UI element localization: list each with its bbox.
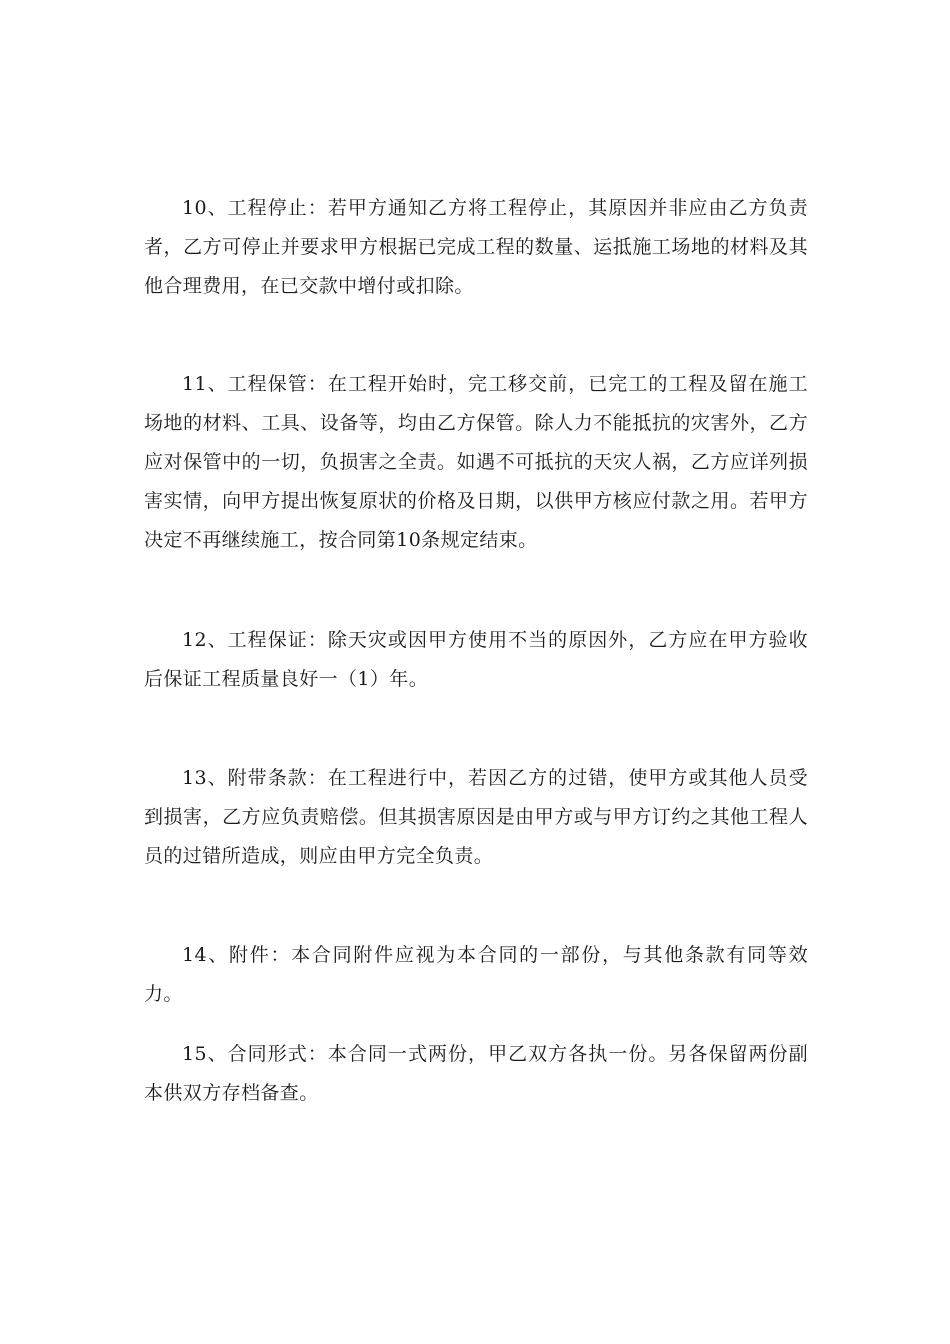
clause-10-paragraph: 10、工程停止：若甲方通知乙方将工程停止，其原因并非应由乙方负责者，乙方可停止并要求甲方根据已完成工程的数量、运抵施工场地的材料及其他合理费用，在已交款中增付或扣除。 [144,197,808,297]
clause-11-paragraph: 11、工程保管：在工程开始时，完工移交前，已完工的工程及留在施工场地的材料、工具、设备等，均由乙方保管。除人力不能抵抗的灾害外，乙方应对保管中的一切，负损害之全责。如遇不可抵抗的天灾人祸，乙方应详列损害实情，向甲方提出恢复原状的价格及日期，以供甲方核应付款之用。若甲方决定不再继续施工，按合同第10条规定结束。 [144,373,808,551]
clause-14-paragraph: 14、附件：本合同附件应视为本合同的一部份，与其他条款有同等效力。 [144,944,808,1005]
clause-12-paragraph: 12、工程保证：除天灾或因甲方使用不当的原因外，乙方应在甲方验收后保证工程质量良好一（1）年。 [144,629,808,690]
clause-13-paragraph: 13、附带条款：在工程进行中，若因乙方的过错，使甲方或其他人员受到损害，乙方应负责赔偿。但其损害原因是由甲方或与甲方订约之其他工程人员的过错所造成，则应由甲方完全负责。 [144,767,808,867]
clause-15-paragraph: 15、合同形式：本合同一式两份，甲乙双方各执一份。另各保留两份副本供双方存档备查。 [144,1043,808,1104]
